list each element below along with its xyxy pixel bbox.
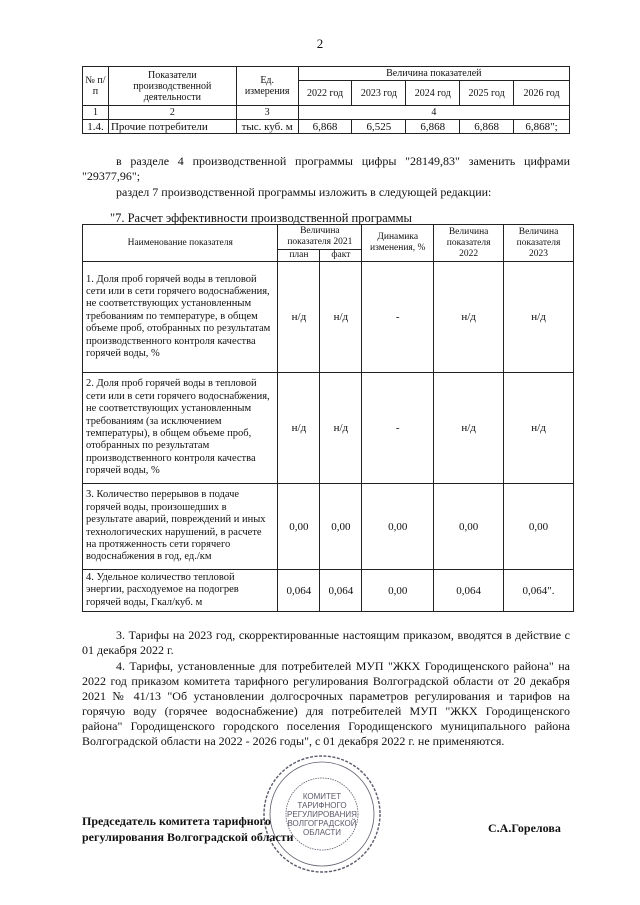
table-row [83,484,574,570]
row-name: Прочие потребители [108,120,236,134]
page-number: 2 [316,36,324,51]
paragraph-tariffs-2023: 3. Тарифы на 2023 год, скорректированные настоящим приказом, вводятся в действие с 01 декабря 2022 г. [82,628,570,657]
index-cell: 3 [236,106,298,120]
signature-title [82,813,293,845]
row-num: 1.4. [83,120,109,134]
header-plan: план [278,250,320,262]
value-2022: 0,064 [434,570,504,612]
header-year: 2024 год [406,81,460,106]
plan-value: н/д [278,373,320,484]
indicator-name: 4. Удельное количество тепловой энергии, расходуемое на подогрев горячей воды, Гкал/куб. м [83,570,278,612]
value-2023: 0,00 [504,484,574,570]
header-dynamics: Динамика изменения, % [362,225,434,262]
header-year: 2026 год [514,81,570,106]
row-unit: тыс. куб. м [236,120,298,134]
header-name: Наименование показателя [83,225,278,262]
header-fact: факт [320,250,362,262]
value-2022: н/д [434,262,504,373]
signature-title-line: Председатель комитета тарифного [82,814,271,828]
row-value: 6,868 [298,120,352,134]
seal-text-line: ОБЛАСТИ [302,828,342,837]
row-value: 6,868 [406,120,460,134]
index-cell: 2 [108,106,236,120]
fact-value: 0,064 [320,570,362,612]
row-value: 6,525 [352,120,406,134]
plan-value: н/д [278,262,320,373]
indicator-name: 1. Доля проб горячей воды в тепловой сети или в сети горячего водоснабжения, не соответствующих установленным требованиям по температуре, в общем объеме проб, отобранных по результатам производственного контроля качества горячей воды, % [83,262,278,373]
dynamics-value: 0,00 [362,570,434,612]
table-row [83,570,574,612]
indicator-name: 2. Доля проб горячей воды в тепловой сети или в сети горячего водоснабжения, не соответствующих установленным требованиям (за исключением температуры), в общем объеме проб, отобранных по результатам производственного контроля качества горячей воды, % [83,373,278,484]
paragraph-section7: раздел 7 производственной программы изложить в следующей редакции: [116,185,492,199]
section-title: "7. Расчет эффективности производственной программы [110,211,412,225]
paragraph-tariffs-2022: 4. Тарифы, установленные для потребителей МУП "ЖКХ Городищенского района" на 2022 год приказом комитета тарифного регулирования Волгоградской области от 20 декабря 2021 № 41/13 "Об установлении долгосрочных параметров регулирования и тарифов на горячую воду (горячее водоснабжение) для потребителей МУП "ЖКХ Городищенского района" Городищенского городского поселения Городищенского муниципального района Волгоградской области на 2022 - 2026 годы", с 01 декабря 2022 г. не применяются. [82,659,570,748]
header-year: 2022 год [298,81,352,106]
production-indicators-table [82,66,570,134]
value-2023: н/д [504,373,574,484]
value-2023: н/д [504,262,574,373]
indicator-name: 3. Количество перерывов в подаче горячей воды, произошедших в результате аварий, повреждений и иных технологических нарушений, в расчете на протяженность сети горячего водоснабжения в год, ед./км [83,484,278,570]
signature-name: С.А.Горелова [488,821,561,835]
fact-value: н/д [320,373,362,484]
index-cell: 1 [83,106,109,120]
header-year: 2023 год [352,81,406,106]
paragraph-section4: в разделе 4 производственной программы цифры "28149,83" заменить цифрами "29377,96"; [82,154,570,183]
fact-value: 0,00 [320,484,362,570]
seal-text-line: ВОЛГОГРАДСКОЙ [287,819,357,828]
value-2022: н/д [434,373,504,484]
header-year: 2025 год [460,81,514,106]
seal-text-line: ТАРИФНОГО [297,801,347,810]
signature-title-line: регулирования Волгоградской области [82,830,294,844]
index-cell: 4 [298,106,569,120]
header-unit: Ед. измерения [236,67,298,106]
header-values-group: Величина показателей [298,67,569,81]
header-value-2021: Величина показателя 2021 [278,225,362,250]
seal-text-line: РЕГУЛИРОВАНИЯ [287,810,357,819]
header-indicator: Показатели производственной деятельности [108,67,236,106]
plan-value: 0,064 [278,570,320,612]
plan-value: 0,00 [278,484,320,570]
header-value-2022: Величина показателя 2022 [434,225,504,262]
header-value-2023: Величина показателя 2023 [504,225,574,262]
fact-value: н/д [320,262,362,373]
header-num: № п/п [83,67,109,106]
dynamics-value: - [362,373,434,484]
seal-text-line: КОМИТЕТ [302,792,342,801]
row-value: 6,868 [460,120,514,134]
dynamics-value: - [362,262,434,373]
row-value: 6,868"; [514,120,570,134]
efficiency-table [82,224,574,612]
value-2022: 0,00 [434,484,504,570]
dynamics-value: 0,00 [362,484,434,570]
value-2023: 0,064". [504,570,574,612]
table-row [83,373,574,484]
table-row [83,262,574,373]
